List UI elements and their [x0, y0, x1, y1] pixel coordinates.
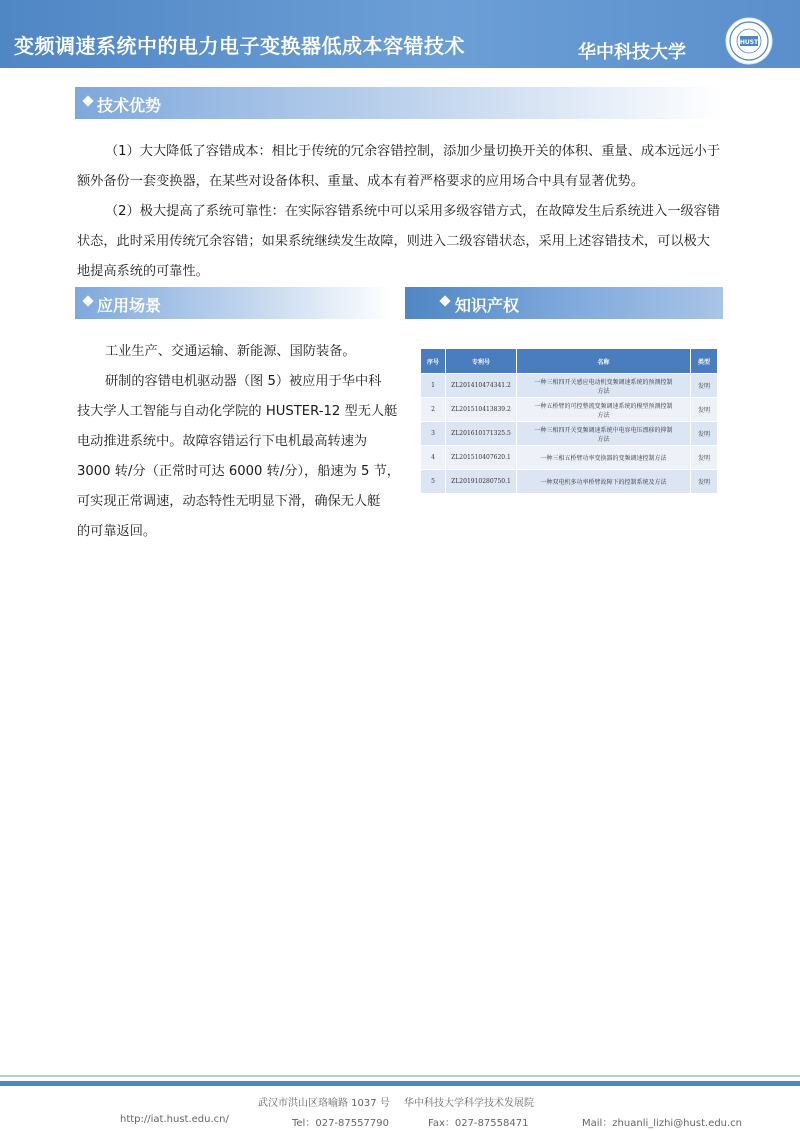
footer-mail-link[interactable]: Mail：zhuanli_lizhi@hust.edu.cn: [582, 1118, 743, 1129]
column-header: 名称: [517, 349, 691, 374]
cell-name: 一种三相五桥臂功率变换器的变频调速控制方法: [517, 446, 691, 470]
svg-text:HUST: HUST: [739, 39, 759, 46]
table-row: [421, 446, 718, 470]
cell-type: 发明: [691, 446, 718, 470]
name-line: 一种三相四开关变频调速系统中电容电压漂移的抑制: [534, 426, 673, 434]
cell-patent: ZL201510413839.2: [446, 398, 517, 422]
cell-name: [517, 374, 691, 398]
page-title: 变频调速系统中的电力电子变换器低成本容错技术: [14, 34, 465, 58]
diamond-icon: [82, 95, 93, 106]
footer-address: 武汉市洪山区珞喻路 1037 号: [258, 1098, 390, 1109]
text-line: （1）大大降低了容错成本：相比于传统的冗余容错控制，添加少量切换开关的体积、重量、成本远远小于: [105, 144, 721, 159]
text-line: 电动推进系统中。故障容错运行下电机最高转速为: [77, 434, 368, 449]
cell-no: 3: [421, 422, 446, 446]
cell-no: 2: [421, 398, 446, 422]
cell-patent: ZL201510407620.1: [446, 446, 517, 470]
cell-type: 发明: [691, 374, 718, 398]
diamond-icon: [439, 295, 450, 306]
name-line: 一种五桥臂的可控整流变频调速系统的模型预测控制: [534, 402, 673, 410]
cell-patent: ZL201910280750.1: [446, 470, 517, 494]
university-name: 华中科技大学: [578, 42, 686, 63]
advantages-text: [77, 137, 727, 287]
name-line: 方法: [597, 435, 610, 443]
name-line: 方法: [597, 411, 610, 419]
cell-name: 一种双电机多功率桥臂故障下的控制系统及方法: [517, 470, 691, 494]
table-row: [421, 470, 718, 494]
university-seal-icon: [724, 16, 774, 66]
column-header: 专利号: [446, 349, 517, 374]
name-line: 一种三相四开关感应电动机变频调速系统的预测控制: [534, 378, 673, 386]
text-line: （2）极大提高了系统可靠性：在实际容错系统中可以采用多级容错方式，在故障发生后系统进入一级容错: [105, 204, 721, 219]
cell-name: [517, 398, 691, 422]
column-header: 类型: [691, 349, 718, 374]
cell-patent: ZL201410474341.2: [446, 374, 517, 398]
cell-name: [517, 422, 691, 446]
cell-patent: ZL201610171325.5: [446, 422, 517, 446]
text-line: 地提高系统的可靠性。: [77, 264, 209, 279]
text-line: 工业生产、交通运输、新能源、国防装备。: [105, 344, 356, 359]
section-application-header: [75, 287, 393, 319]
text-line: 额外备份一套变换器，在某些对设备体积、重量、成本有着严格要求的应用场合中具有显著优势。: [77, 174, 645, 189]
table-row: [421, 422, 718, 446]
section-title: 技术优势: [97, 96, 162, 115]
text-line: 状态，此时采用传统冗余容错；如果系统继续发生故障，则进入二级容错状态，采用上述容错技术，可以极大: [77, 234, 710, 249]
text-line: 研制的容错电机驱动器（图 5）被应用于华中科: [105, 374, 382, 389]
footer-divider: [0, 1075, 800, 1077]
table-row: [421, 374, 718, 398]
cell-type: 发明: [691, 422, 718, 446]
diamond-icon: [82, 295, 93, 306]
footer-website-link[interactable]: http://iat.hust.edu.cn/: [120, 1114, 229, 1125]
section-title: 知识产权: [455, 296, 520, 315]
footer-fax: Fax：027-87558471: [428, 1118, 529, 1129]
page-header: [0, 0, 800, 68]
cell-type: 发明: [691, 470, 718, 494]
text-line: 可实现正常调速，动态特性无明显下滑，确保无人艇: [77, 494, 381, 509]
section-ip-header: [405, 287, 723, 319]
table-row: [421, 398, 718, 422]
text-line: 的可靠返回。: [77, 524, 157, 539]
column-header: 序号: [421, 349, 446, 374]
text-line: 3000 转/分（正常时可达 6000 转/分），船速为 5 节，: [77, 464, 400, 479]
footer-tel: Tel：027-87557790: [292, 1118, 389, 1129]
cell-no: 1: [421, 374, 446, 398]
text-line: 技大学人工智能与自动化学院的 HUSTER-12 型无人艇: [77, 404, 398, 419]
section-title: 应用场景: [97, 296, 162, 315]
section-advantages-header: [75, 87, 723, 119]
cell-type: 发明: [691, 398, 718, 422]
footer-institute: 华中科技大学科学技术发展院: [404, 1098, 534, 1109]
cell-no: 5: [421, 470, 446, 494]
name-line: 方法: [597, 387, 610, 395]
footer-bar: [0, 1081, 800, 1086]
cell-no: 4: [421, 446, 446, 470]
table-header-row: [421, 349, 718, 374]
patent-table: [420, 348, 718, 494]
application-text: [77, 337, 400, 547]
